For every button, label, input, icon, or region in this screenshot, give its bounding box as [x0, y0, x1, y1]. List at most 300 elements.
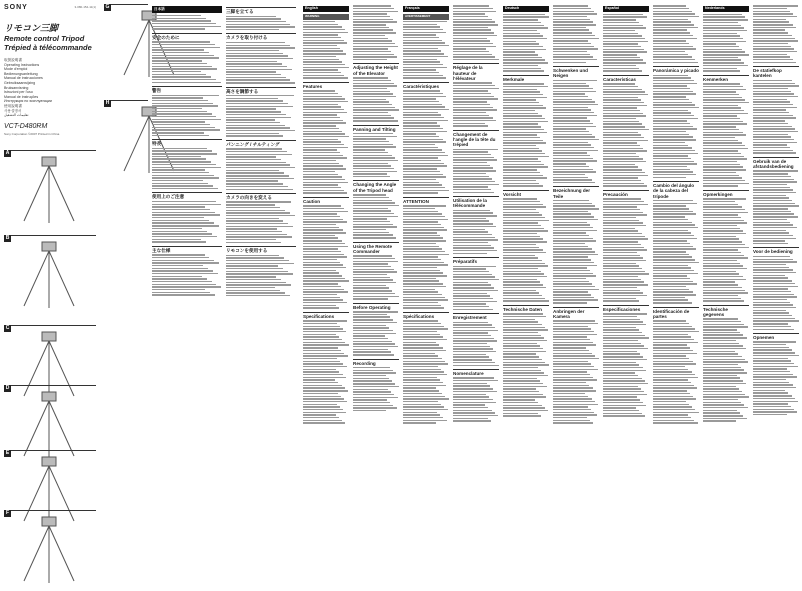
text-line [353, 120, 398, 121]
section-heading: Especificaciones [603, 305, 649, 312]
text-line [303, 136, 349, 137]
text-line [603, 233, 642, 234]
language-item: 使用說明書 [4, 103, 22, 108]
text-line [152, 220, 209, 221]
text-line [553, 166, 589, 167]
text-line [303, 347, 338, 348]
text-line [753, 382, 789, 383]
text-line [653, 390, 687, 391]
text-line [453, 54, 492, 55]
text-line [403, 246, 439, 247]
text-line [653, 29, 687, 30]
text-line [453, 322, 488, 323]
text-line [353, 40, 392, 41]
text-line [353, 378, 389, 379]
text-line [303, 221, 347, 222]
text-line [353, 157, 395, 158]
text-line [226, 117, 291, 118]
text-line [703, 228, 740, 229]
text-line [653, 93, 696, 94]
text-line [603, 94, 648, 95]
text-line [753, 19, 786, 20]
text-line [453, 242, 488, 243]
text-line [503, 236, 540, 237]
text-line [226, 234, 287, 235]
text-line [303, 141, 341, 142]
text-line [152, 278, 207, 279]
text-line [653, 177, 686, 178]
text-line [753, 269, 793, 270]
text-line [603, 166, 638, 167]
text-line [603, 51, 647, 52]
text-line [553, 350, 589, 351]
text-line [226, 223, 288, 224]
text-line [753, 344, 786, 345]
text-line [226, 287, 275, 288]
text-line [403, 361, 445, 362]
text-line [152, 188, 218, 189]
text-line [503, 348, 543, 349]
text-line [703, 164, 740, 165]
text-line [303, 369, 336, 370]
text-line [503, 70, 544, 71]
text-line [653, 75, 688, 76]
text-line [503, 225, 541, 226]
text-line [226, 212, 290, 213]
text-line [353, 141, 389, 142]
text-line [303, 208, 344, 209]
text-line [603, 161, 646, 162]
text-line [553, 235, 589, 236]
text-line [152, 68, 217, 69]
text-line [703, 169, 746, 170]
text-line [403, 227, 444, 228]
text-line [303, 232, 346, 233]
text-line [303, 246, 348, 247]
text-line [453, 59, 499, 60]
text-line [703, 407, 748, 408]
text-line [603, 14, 643, 15]
section-heading: Panning and Tilting [353, 125, 399, 132]
text-line [603, 255, 640, 256]
text-line [603, 212, 643, 213]
text-line [603, 348, 648, 349]
text-line [603, 33, 638, 34]
text-line [603, 284, 648, 285]
text-line [603, 30, 635, 31]
text-line [603, 362, 636, 363]
text-line [503, 46, 543, 47]
text-line [403, 347, 443, 348]
section-heading: Características [603, 75, 649, 82]
text-line [653, 409, 695, 410]
text-line [653, 273, 698, 274]
text-line [226, 263, 294, 264]
text-line [653, 155, 688, 156]
text-line [152, 95, 219, 96]
text-line [303, 297, 340, 298]
text-line [703, 46, 739, 47]
column-continued [753, 4, 799, 417]
text-line [553, 294, 591, 295]
text-line [503, 230, 548, 231]
text-line [753, 131, 798, 132]
text-line [753, 288, 788, 289]
figure-label: H [105, 100, 110, 106]
text-line [553, 385, 589, 386]
text-line [503, 233, 537, 234]
text-line [303, 387, 345, 388]
text-line [453, 215, 497, 216]
text-line [503, 265, 548, 266]
text-line [603, 185, 647, 186]
text-line [353, 386, 399, 387]
text-line [553, 355, 595, 356]
text-line [503, 343, 537, 344]
text-line [226, 95, 294, 96]
text-line [503, 217, 545, 218]
text-line [703, 161, 737, 162]
text-line [553, 326, 588, 327]
text-line [653, 326, 692, 327]
text-line [703, 271, 736, 272]
text-line [503, 292, 539, 293]
text-line [603, 394, 647, 395]
text-line [603, 22, 639, 23]
text-line [303, 72, 341, 73]
text-line [403, 422, 436, 423]
column-nederlands [703, 4, 749, 423]
figure-f [4, 510, 96, 562]
text-line [152, 270, 213, 271]
text-line [403, 133, 436, 134]
text-line [503, 30, 537, 31]
text-line [403, 168, 437, 169]
text-line [653, 369, 688, 370]
text-line [453, 338, 494, 339]
text-line [303, 29, 345, 30]
text-line [603, 345, 644, 346]
text-line [152, 241, 206, 242]
text-line [603, 172, 645, 173]
text-line [503, 356, 539, 357]
text-line [152, 79, 216, 80]
text-line [353, 341, 392, 342]
text-line [603, 257, 643, 258]
text-line [503, 118, 545, 119]
text-line [653, 278, 690, 279]
text-line [303, 165, 343, 166]
text-line [303, 248, 338, 249]
text-line [152, 63, 207, 64]
text-line [353, 54, 394, 55]
text-line [353, 208, 388, 209]
text-line [703, 38, 743, 39]
text-line [653, 393, 690, 394]
text-line [453, 231, 488, 232]
text-line [703, 126, 736, 127]
text-line [353, 160, 398, 161]
text-line [753, 8, 787, 9]
text-line [152, 239, 201, 240]
text-line [753, 392, 788, 393]
text-line [503, 241, 547, 242]
text-line [353, 274, 387, 275]
text-line [553, 213, 591, 214]
text-line [753, 192, 796, 193]
text-line [503, 364, 549, 365]
text-line [703, 30, 747, 31]
text-line [226, 154, 292, 155]
text-line [152, 132, 204, 133]
text-line [603, 378, 642, 379]
text-line [303, 398, 344, 399]
text-line [753, 115, 793, 116]
section-heading: 主な仕様 [152, 246, 222, 253]
text-line [603, 353, 640, 354]
text-line [753, 200, 792, 201]
text-line [503, 54, 538, 55]
text-line [553, 374, 590, 375]
text-line [353, 397, 398, 398]
text-line [403, 254, 449, 255]
text-line [353, 85, 397, 86]
text-line [226, 119, 275, 120]
text-line [403, 42, 445, 43]
text-line [553, 91, 596, 92]
text-line [353, 51, 391, 52]
text-line [503, 316, 546, 317]
text-line [703, 420, 736, 421]
text-line [653, 62, 698, 63]
text-line [303, 125, 336, 126]
text-line [503, 212, 539, 213]
text-line [353, 255, 392, 256]
text-line [403, 213, 442, 214]
text-line [553, 363, 591, 364]
text-line [653, 267, 691, 268]
text-line [503, 110, 535, 111]
text-line [303, 187, 341, 188]
text-line [403, 136, 439, 137]
text-line [353, 370, 393, 371]
text-line [303, 144, 344, 145]
text-line [403, 157, 438, 158]
text-line [226, 66, 287, 67]
text-line [303, 122, 346, 123]
text-line [226, 220, 283, 221]
text-line [403, 101, 439, 102]
part-number: 3-080-154-11(1) [74, 5, 96, 9]
text-line [503, 145, 536, 146]
text-line [603, 129, 649, 130]
text-line [453, 239, 498, 240]
text-line [226, 77, 286, 78]
text-line [553, 11, 594, 12]
text-line [553, 382, 586, 383]
text-line [703, 158, 747, 159]
text-line [653, 342, 698, 343]
text-line [703, 142, 742, 143]
text-line [603, 121, 639, 122]
text-line [303, 114, 337, 115]
text-line [603, 16, 647, 17]
text-line [603, 41, 648, 42]
text-line [753, 240, 785, 241]
text-line [403, 37, 439, 38]
text-line [503, 410, 548, 411]
text-line [152, 254, 205, 255]
text-line [353, 263, 388, 264]
text-line [403, 369, 441, 370]
text-line [753, 387, 796, 388]
text-line [353, 112, 388, 113]
text-line [503, 321, 538, 322]
text-line [303, 289, 344, 290]
text-line [553, 40, 588, 41]
text-line [403, 29, 443, 30]
text-line [303, 278, 345, 279]
text-line [653, 331, 699, 332]
text-line [553, 208, 599, 209]
language-item: Manual de instruções [4, 94, 39, 99]
text-line [303, 109, 344, 110]
text-line [152, 44, 215, 45]
text-line [226, 178, 294, 179]
text-line [353, 319, 393, 320]
text-line [503, 244, 536, 245]
text-line [403, 229, 447, 230]
text-line [403, 174, 443, 175]
text-line [503, 161, 541, 162]
text-line [303, 256, 347, 257]
text-line [503, 94, 543, 95]
text-line [453, 184, 499, 185]
text-line [753, 307, 796, 308]
text-line [753, 91, 791, 92]
text-line [653, 259, 695, 260]
text-line [553, 390, 596, 391]
text-line [353, 285, 386, 286]
section-heading: Before Operating [353, 303, 399, 310]
text-line [503, 415, 541, 416]
text-line [503, 255, 535, 256]
text-line [453, 309, 493, 310]
text-line [703, 236, 736, 237]
text-line [503, 201, 540, 202]
text-line [753, 409, 794, 410]
text-line [303, 280, 349, 281]
text-line [603, 236, 645, 237]
text-line [603, 54, 637, 55]
text-line [703, 337, 747, 338]
text-line [553, 414, 597, 415]
figure-a [4, 150, 96, 230]
text-line [753, 275, 785, 276]
text-line [152, 164, 216, 165]
text-line [353, 27, 389, 28]
text-line [453, 245, 491, 246]
text-line [453, 8, 493, 9]
text-line [653, 134, 689, 135]
text-line [703, 156, 744, 157]
text-line [353, 43, 395, 44]
text-line [603, 156, 639, 157]
text-line [603, 329, 639, 330]
figure-b [4, 235, 96, 320]
text-line [603, 68, 639, 69]
text-line [753, 329, 794, 330]
text-line [653, 417, 691, 418]
text-line [303, 406, 340, 407]
text-line [603, 370, 646, 371]
section-heading: Utilisation de la télécommande [453, 196, 499, 208]
text-line [653, 91, 693, 92]
text-line [753, 296, 797, 297]
text-line [703, 249, 738, 250]
text-line [303, 75, 344, 76]
text-line [403, 259, 441, 260]
text-line [503, 158, 538, 159]
text-line [403, 420, 447, 421]
text-line [553, 62, 586, 63]
text-line [553, 59, 597, 60]
text-line [453, 290, 498, 291]
text-line [653, 294, 696, 295]
text-line [603, 247, 644, 248]
text-line [703, 273, 739, 274]
text-line [303, 390, 348, 391]
text-line [403, 40, 442, 41]
text-line [353, 327, 389, 328]
section-heading: Adjusting the Height of the Elevator [353, 65, 398, 76]
text-line [753, 349, 792, 350]
text-line [453, 351, 496, 352]
text-line [353, 8, 394, 9]
text-line [303, 240, 342, 241]
text-line [303, 396, 341, 397]
text-line [226, 148, 282, 149]
text-line [703, 364, 738, 365]
text-line [226, 135, 283, 136]
text-line [152, 214, 220, 215]
column-english [303, 4, 349, 425]
text-line [403, 264, 448, 265]
section-heading: Bezeichnung der Teile [553, 186, 599, 198]
text-line [453, 212, 493, 213]
text-line [653, 328, 695, 329]
text-line [353, 38, 388, 39]
text-line [503, 298, 545, 299]
text-line [226, 273, 293, 274]
language-item: تعليمات التشغيل [4, 113, 29, 118]
text-line [403, 50, 441, 51]
text-line [403, 328, 448, 329]
text-line [553, 366, 594, 367]
text-line [653, 126, 693, 127]
text-line [603, 89, 642, 90]
text-line [353, 152, 388, 153]
text-line [226, 114, 286, 115]
text-line [703, 110, 744, 111]
column-continued [453, 4, 499, 423]
text-line [753, 261, 797, 262]
section-heading: Technische gegevens [703, 305, 749, 317]
text-line [703, 321, 741, 322]
text-line [303, 377, 346, 378]
text-line [303, 283, 338, 284]
text-line [453, 306, 489, 307]
